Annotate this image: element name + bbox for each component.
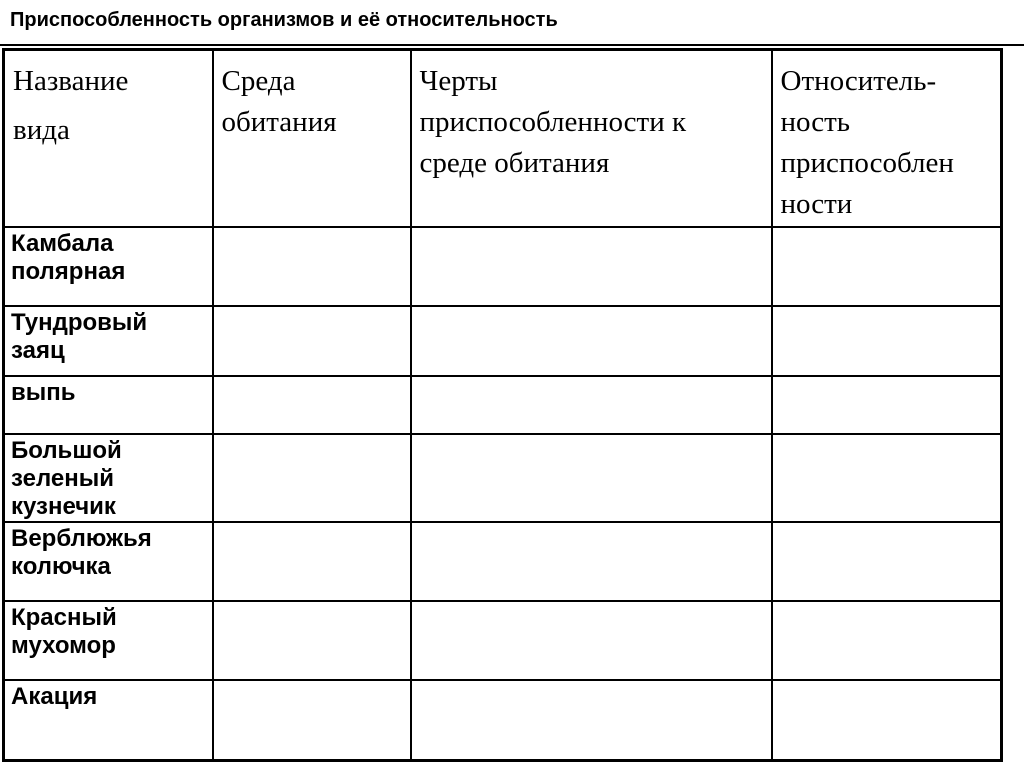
table-row [4,376,1002,434]
title-divider [0,44,1024,46]
relativity-cell [772,522,1002,601]
relativity-cell [772,680,1002,761]
relativity-cell [772,306,1002,376]
species-name-cell: Большой зеленый кузнечик [4,434,213,522]
habitat-cell [213,434,411,522]
header-adaptation-features: Черты приспособленности к среде обитания [411,50,772,227]
table-row [4,306,1002,376]
table-row [4,601,1002,680]
species-name-cell: выпь [4,376,213,434]
features-cell [411,434,772,522]
features-cell [411,601,772,680]
relativity-cell [772,434,1002,522]
table-row [4,227,1002,306]
features-cell [411,376,772,434]
header-adaptation-relativity: Относитель- ность приспособлен ности [772,50,1002,227]
habitat-cell [213,601,411,680]
species-name-cell: Акация [4,680,213,761]
features-cell [411,306,772,376]
species-name-cell: Красный мухомор [4,601,213,680]
habitat-cell [213,227,411,306]
relativity-cell [772,601,1002,680]
adaptation-table [2,48,1003,762]
document-title: Приспособленность организмов и её относительность [10,9,558,31]
table-row [4,522,1002,601]
habitat-cell [213,376,411,434]
habitat-cell [213,306,411,376]
habitat-cell [213,680,411,761]
features-cell [411,680,772,761]
habitat-cell [213,522,411,601]
species-name-cell: Верблюжья колючка [4,522,213,601]
header-row [4,50,1002,227]
table-row [4,434,1002,522]
species-name-cell: Камбала полярная [4,227,213,306]
header-species-name: Название вида [4,50,213,227]
species-name-cell: Тундровый заяц [4,306,213,376]
relativity-cell [772,376,1002,434]
header-habitat: Среда обитания [213,50,411,227]
features-cell [411,227,772,306]
features-cell [411,522,772,601]
relativity-cell [772,227,1002,306]
table-row [4,680,1002,761]
